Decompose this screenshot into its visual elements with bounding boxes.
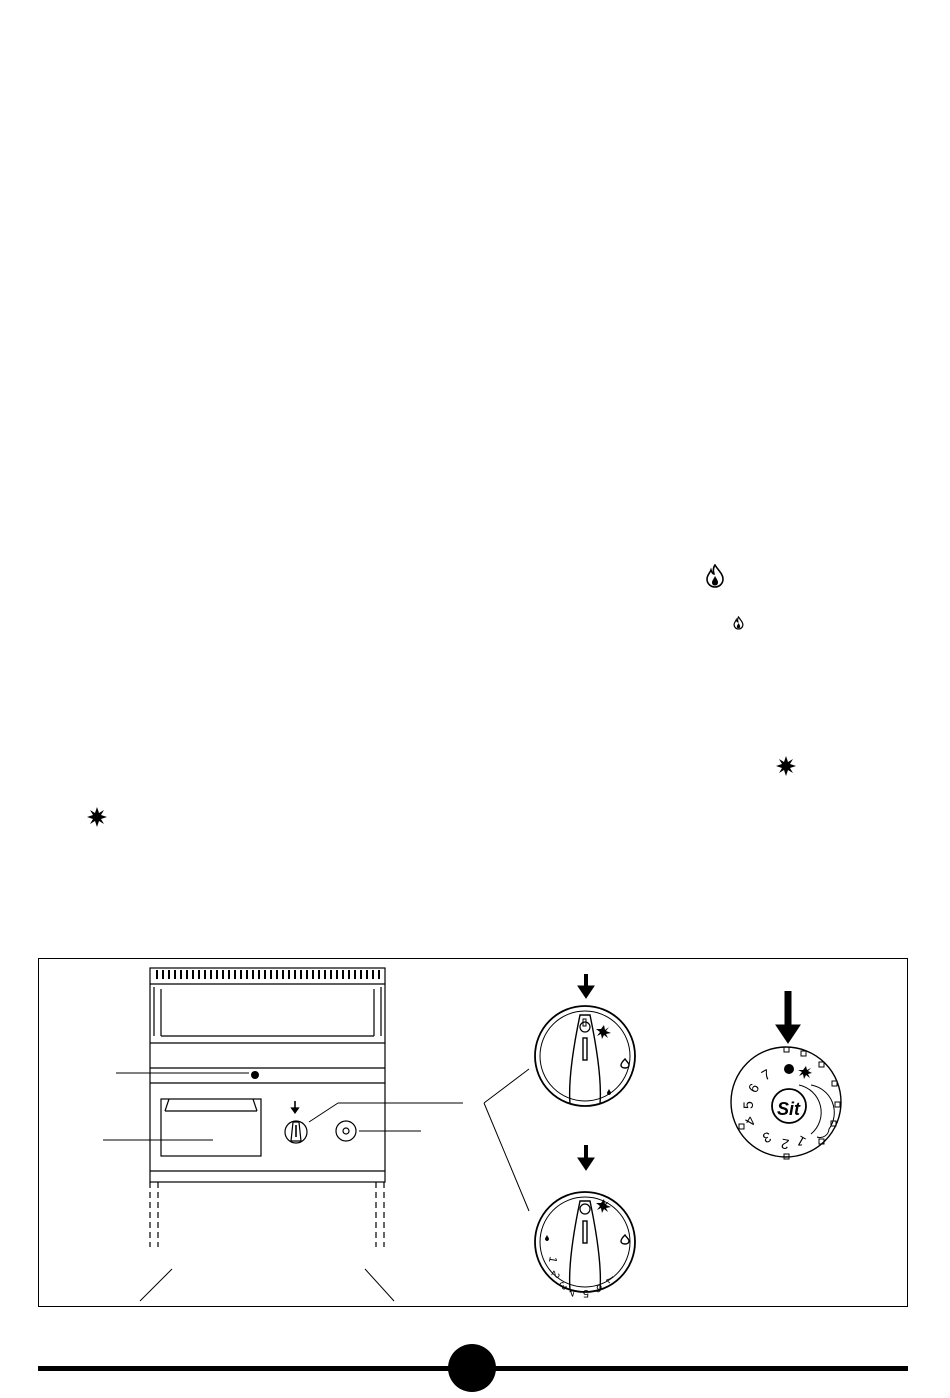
knob-top	[535, 974, 635, 1106]
dial-scale-number: 1	[793, 1132, 809, 1151]
flame-icon	[705, 564, 725, 588]
sit-logo: Sit	[777, 1099, 801, 1119]
spark-icon	[775, 755, 797, 777]
dial-scale-number: 2	[779, 1135, 791, 1153]
knob-scale-number: 5	[582, 1287, 589, 1299]
appliance-illustration	[39, 959, 907, 1306]
spark-icon	[86, 806, 108, 828]
knob-scale-number: 4	[567, 1285, 578, 1299]
appliance-knob	[285, 1101, 307, 1143]
knob-scale-number: 6	[594, 1281, 605, 1295]
indicator-light	[251, 1071, 259, 1079]
dial-scale-number: 3	[760, 1128, 774, 1147]
page-number-marker	[448, 1344, 496, 1392]
knob-scale-number: 7	[604, 1271, 617, 1285]
small-flame-icon	[733, 616, 744, 630]
dial-scale-number: 6	[744, 1080, 763, 1096]
figure-frame	[38, 958, 908, 1307]
ignition-button	[336, 1121, 356, 1141]
dial-scale-number: 4	[741, 1113, 760, 1129]
knob-scale-number: 2	[548, 1268, 562, 1280]
knob-scale-number: 3	[556, 1278, 569, 1292]
dial-scale-number: 7	[758, 1065, 774, 1084]
knob-bottom	[535, 1145, 635, 1295]
thermostat-dial	[731, 991, 841, 1159]
appliance-body	[150, 968, 385, 1247]
knob-scale-number: 1	[545, 1255, 559, 1264]
dial-scale-number: 5	[740, 1101, 756, 1109]
